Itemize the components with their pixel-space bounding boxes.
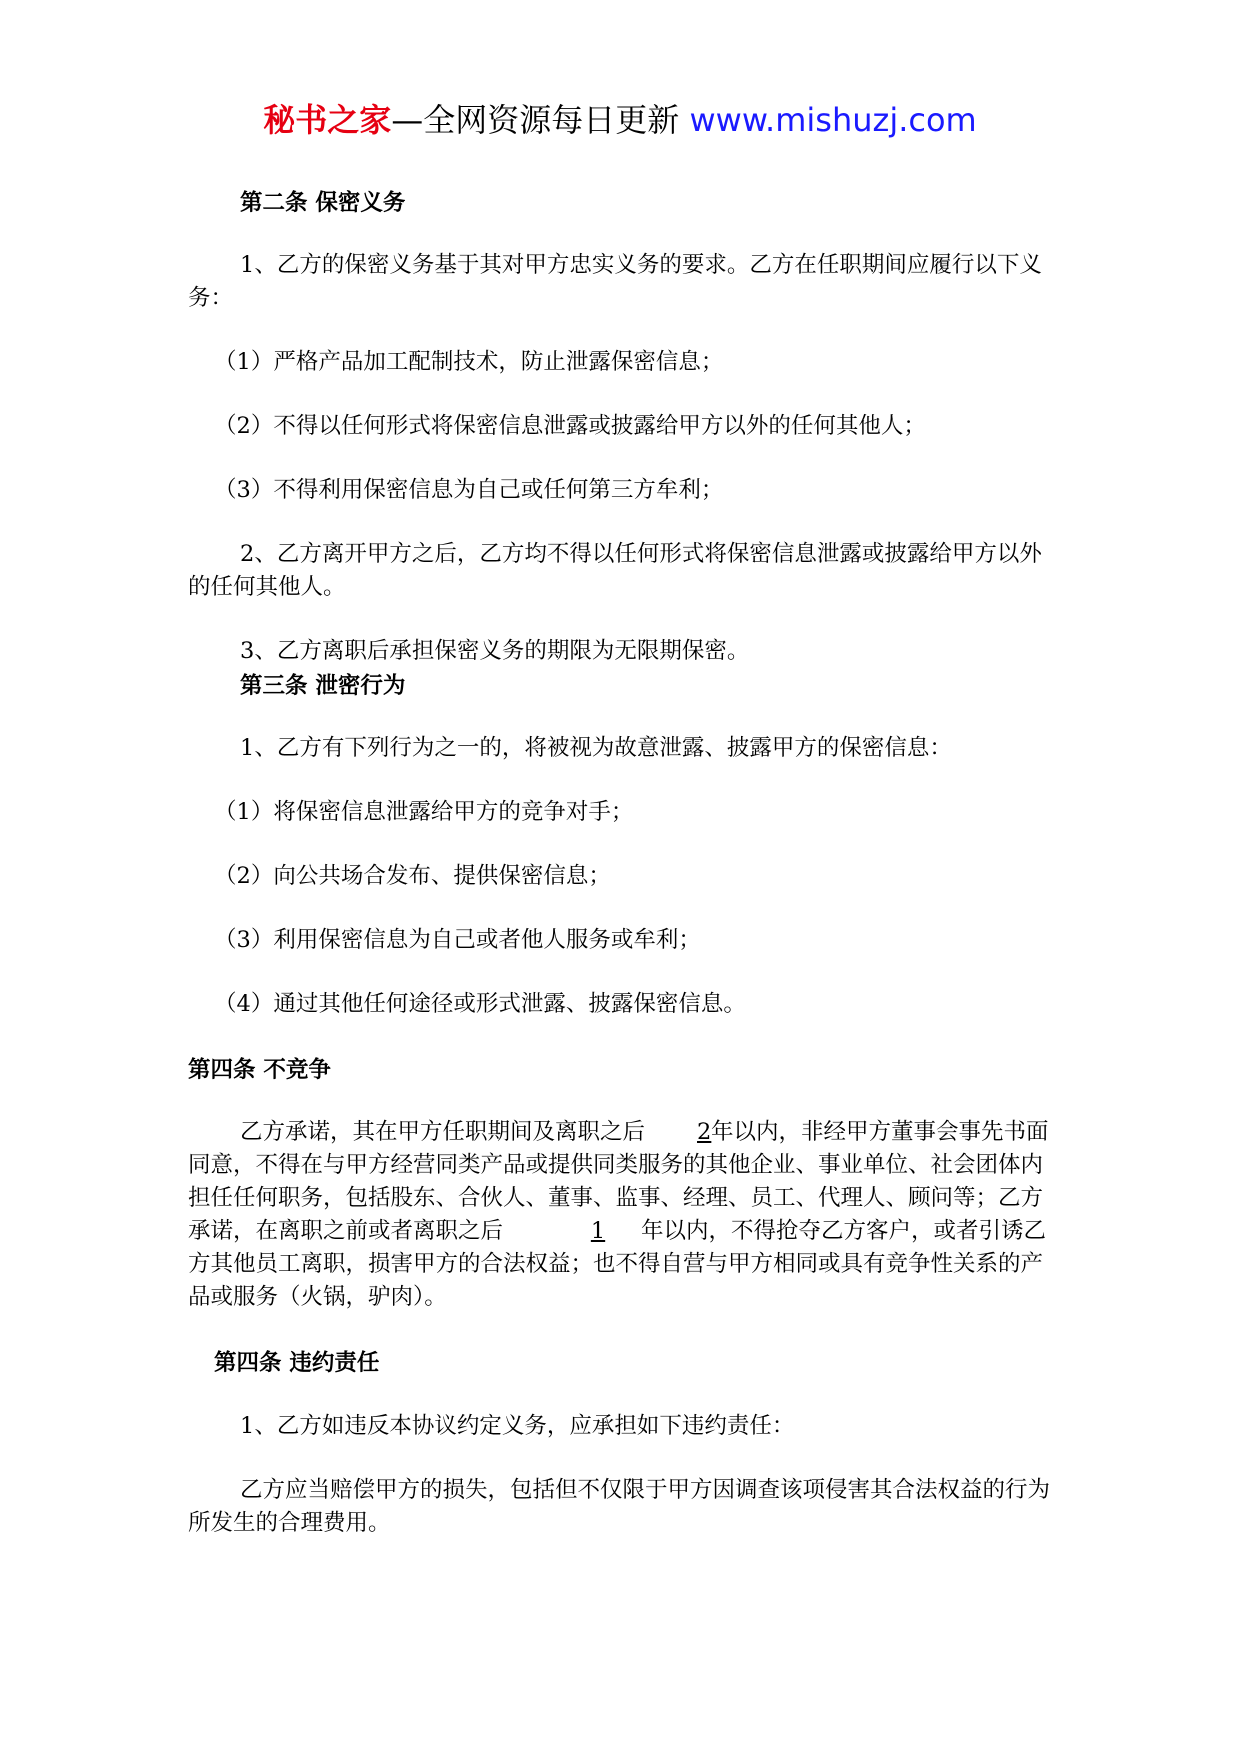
article-2-title: 第二条 保密义务	[240, 190, 406, 216]
article-3-item-3: （3）利用保密信息为自己或者他人服务或牟利；	[214, 927, 701, 953]
article-2-item-1: （1）严格产品加工配制技术，防止泄露保密信息；	[214, 349, 724, 375]
header-url-link[interactable]: www.mishuzj.com	[689, 101, 977, 139]
article-4-text-3: 年以内，不得抢夺乙方客户，或者引诱乙方其他员工离职，损害甲方的合法权益；也不得自营与甲方相同或具有竞争性关系的产品或服务（火锅，驴肉）。	[188, 1218, 1047, 1310]
article-2-para-1: 1、乙方的保密义务基于其对甲方忠实义务的要求。乙方在任职期间应履行以下义务：	[188, 252, 1042, 311]
article-4-text-2: 年以内，非经甲方董事会事先书面同意，不得在与甲方经营同类产品或提供同类服务的其他企业、事业单位、社会团体内担任任何职务，包括股东、合伙人、董事、监事、经理、员工、代理人、顾问等；乙方承诺，在离职之前或者离职之后	[188, 1119, 1049, 1244]
article-3-item-4: （4）通过其他任何途径或形式泄露、披露保密信息。	[214, 991, 746, 1017]
article-4-years-blank-1: 2	[697, 1119, 712, 1145]
article-3-title: 第三条 泄密行为	[240, 673, 406, 699]
article-3-item-1: （1）将保密信息泄露给甲方的竞争对手；	[214, 799, 634, 825]
article-4-text-1: 乙方承诺，其在甲方任职期间及离职之后	[240, 1119, 646, 1145]
article-4-years-blank-2: 1	[590, 1218, 606, 1244]
article-2-para-2: 2、乙方离开甲方之后，乙方均不得以任何形式将保密信息泄露或披露给甲方以外的任何其他人。	[188, 541, 1042, 600]
site-header	[0, 100, 1240, 140]
article-2-para-3: 3、乙方离职后承担保密义务的期限为无限期保密。	[240, 638, 750, 664]
header-tagline: —全网资源每日更新	[391, 101, 680, 139]
article-5-title: 第四条 违约责任	[214, 1350, 380, 1376]
article-4-para	[188, 1116, 1056, 1314]
article-2-item-2: （2）不得以任何形式将保密信息泄露或披露给甲方以外的任何其他人；	[214, 413, 926, 439]
article-2-item-3: （3）不得利用保密信息为自己或任何第三方牟利；	[214, 477, 724, 503]
article-5-para-1: 1、乙方如违反本协议约定义务，应承担如下违约责任：	[240, 1413, 795, 1439]
brand-name: 秘书之家	[263, 101, 392, 139]
article-5-para-2: 乙方应当赔偿甲方的损失，包括但不仅限于甲方因调查该项侵害其合法权益的行为所发生的合理费用。	[188, 1477, 1051, 1536]
article-3-para-1: 1、乙方有下列行为之一的，将被视为故意泄露、披露甲方的保密信息：	[240, 735, 952, 761]
article-3-item-2: （2）向公共场合发布、提供保密信息；	[214, 863, 611, 889]
article-4-title: 第四条 不竞争	[188, 1057, 331, 1083]
